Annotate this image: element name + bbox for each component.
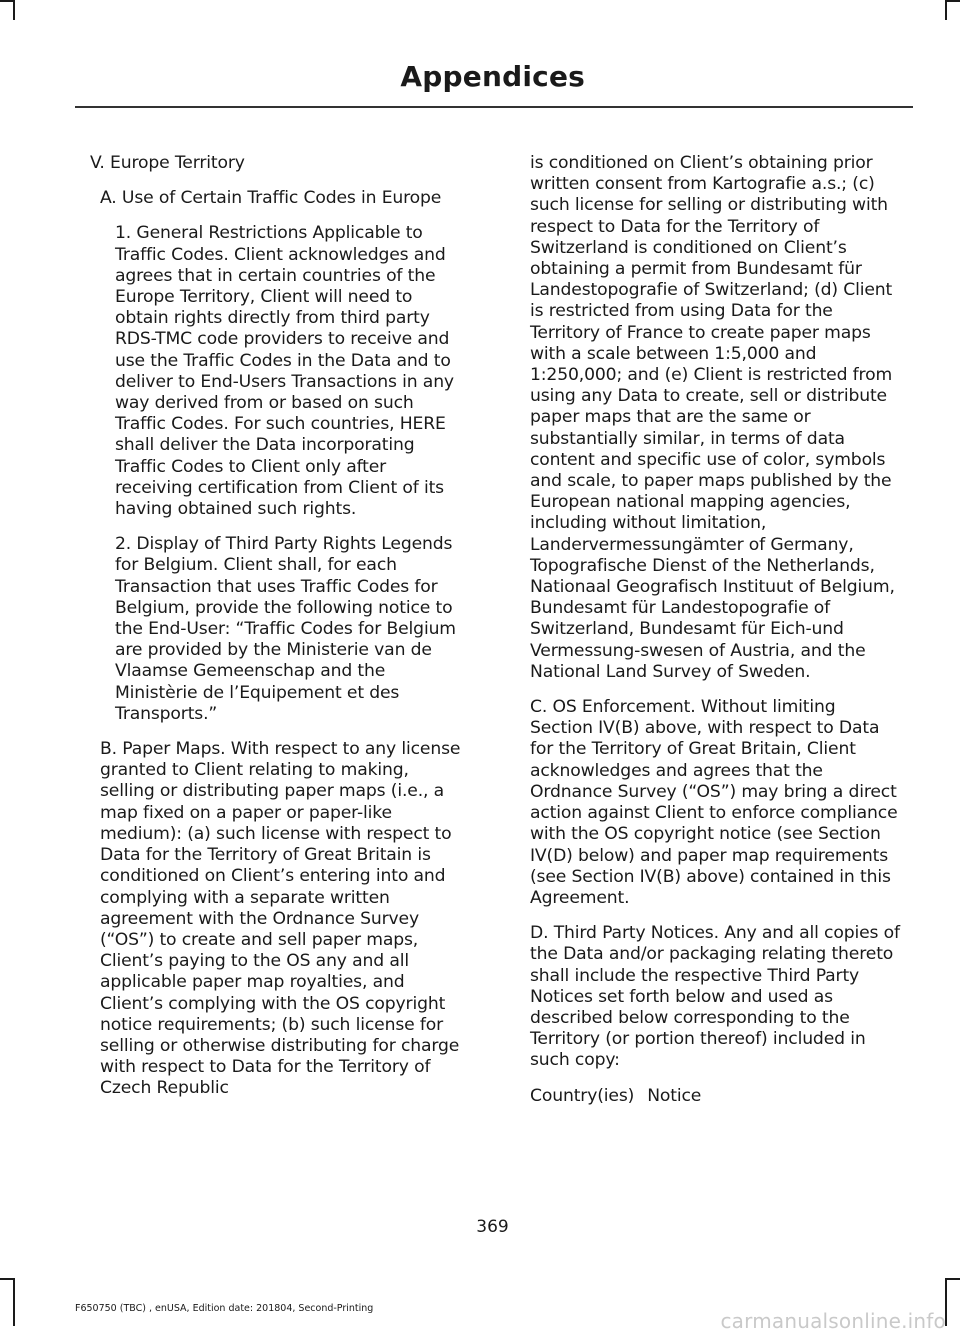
- paragraph-a2: 2. Display of Third Party Rights Legends for Belgium. Client shall, for each Transaction that uses Traffic Codes for Belgium, provide the following notice to the End-User: “Traffic Codes for Belgium are provided by the Ministerie van de Vlaamse Gemeenschap and the Ministèrie de l’Equipement et des Transports.”: [115, 534, 456, 724]
- section-a-heading: A. Use of Certain Traffic Codes in Europe: [100, 188, 442, 209]
- section-v-heading: V. Europe Territory: [90, 153, 245, 173]
- paragraph-a1: 1. General Restrictions Applicable to Traffic Codes. Client acknowledges and agrees that in certain countries of the Europe Territory, Client will need to obtain rights directly from third party RDS-TMC code providers to receive and use the Traffic Codes in the Data and to deliver to End-Users Transactions in any way derived from or based on such Traffic Codes. For such countries, HERE shall deliver the Data incorporating Traffic Codes to Client only after receiving certification from Client of its having obtained such rights.: [115, 223, 454, 520]
- paragraph-c: C. OS Enforcement. Without limiting Section IV(B) above, with respect to Data for the Territory of Great Britain, Client acknowledges and agrees that the Ordnance Survey (“OS”) may bring a direct action against Client to enforce compliance with the OS copyright notice (see Section IV(D) below) and paper map requirements (see Section IV(B) above) contained in this Agreement.: [530, 697, 898, 908]
- watermark: carmanualsonline.info: [720, 1309, 946, 1333]
- page-number: 369: [476, 1217, 509, 1237]
- notices-table-header: [530, 1086, 902, 1107]
- crop-mark-bottom-left-vertical: [13, 1278, 15, 1326]
- page-title: Appendices: [400, 60, 585, 93]
- crop-mark-top-right: [945, 0, 960, 2]
- crop-mark-bottom-right: [945, 1278, 960, 1280]
- right-column: [530, 153, 902, 1107]
- paragraph-b: B. Paper Maps. With respect to any license granted to Client relating to making, selling or distributing paper maps (i.e., a map fixed on a paper or paper-like medium): (a) such license with respect to Data for the Territory of Great Britain is conditioned on Client’s entering into and complying with a separate written agreement with the Ordnance Survey (“OS”) to create and sell paper maps, Client’s paying to the OS any and all applicable paper map royalties, and Client’s complying with the OS copyright notice requirements; (b) such license for selling or otherwise distributing for charge with respect to Data for the Territory of Czech Republic: [100, 739, 461, 1099]
- crop-mark-top-right-vertical: [945, 0, 947, 20]
- crop-mark-top-left-vertical: [13, 0, 15, 20]
- left-column: [90, 153, 468, 1114]
- paragraph-b-continued: is conditioned on Client’s obtaining prior written consent from Kartografie a.s.; (c) such license for selling or distributing with respect to Data for the Territory of Switzerland is conditioned on Client’s obtaining a permit from Bundesamt für Landestopografie of Switzerland; (d) Client is restricted from using Data for the Territory of France to create paper maps with a scale between 1:5,000 and 1:250,000; and (e) Client is restricted from using any Data to create, sell or distribute paper maps that are the same or substantially similar, in terms of data content and specific use of color, symbols and scale, to paper maps published by the European national mapping agencies, including without limitation, Landervermessungämter of Germany, Topografische Dienst of the Netherlands, Nationaal Geografisch Instituut of Belgium, Bundesamt für Landestopografie of Switzerland, Bundesamt für Eich-und Vermessung-swesen of Austria, and the National Land Survey of Sweden.: [530, 153, 895, 682]
- table-header-notice: Notice: [647, 1085, 702, 1106]
- table-header-country: Country(ies): [530, 1085, 635, 1106]
- paragraph-d: D. Third Party Notices. Any and all copies of the Data and/or packaging relating thereto shall include the respective Third Party Notices set forth below and used as described below corresponding to the Territory (or portion thereof) included in such copy:: [530, 923, 900, 1071]
- edition-info: F650750 (TBC) , enUSA, Edition date: 201804, Second-Printing: [75, 1303, 374, 1314]
- header-divider: [75, 106, 913, 108]
